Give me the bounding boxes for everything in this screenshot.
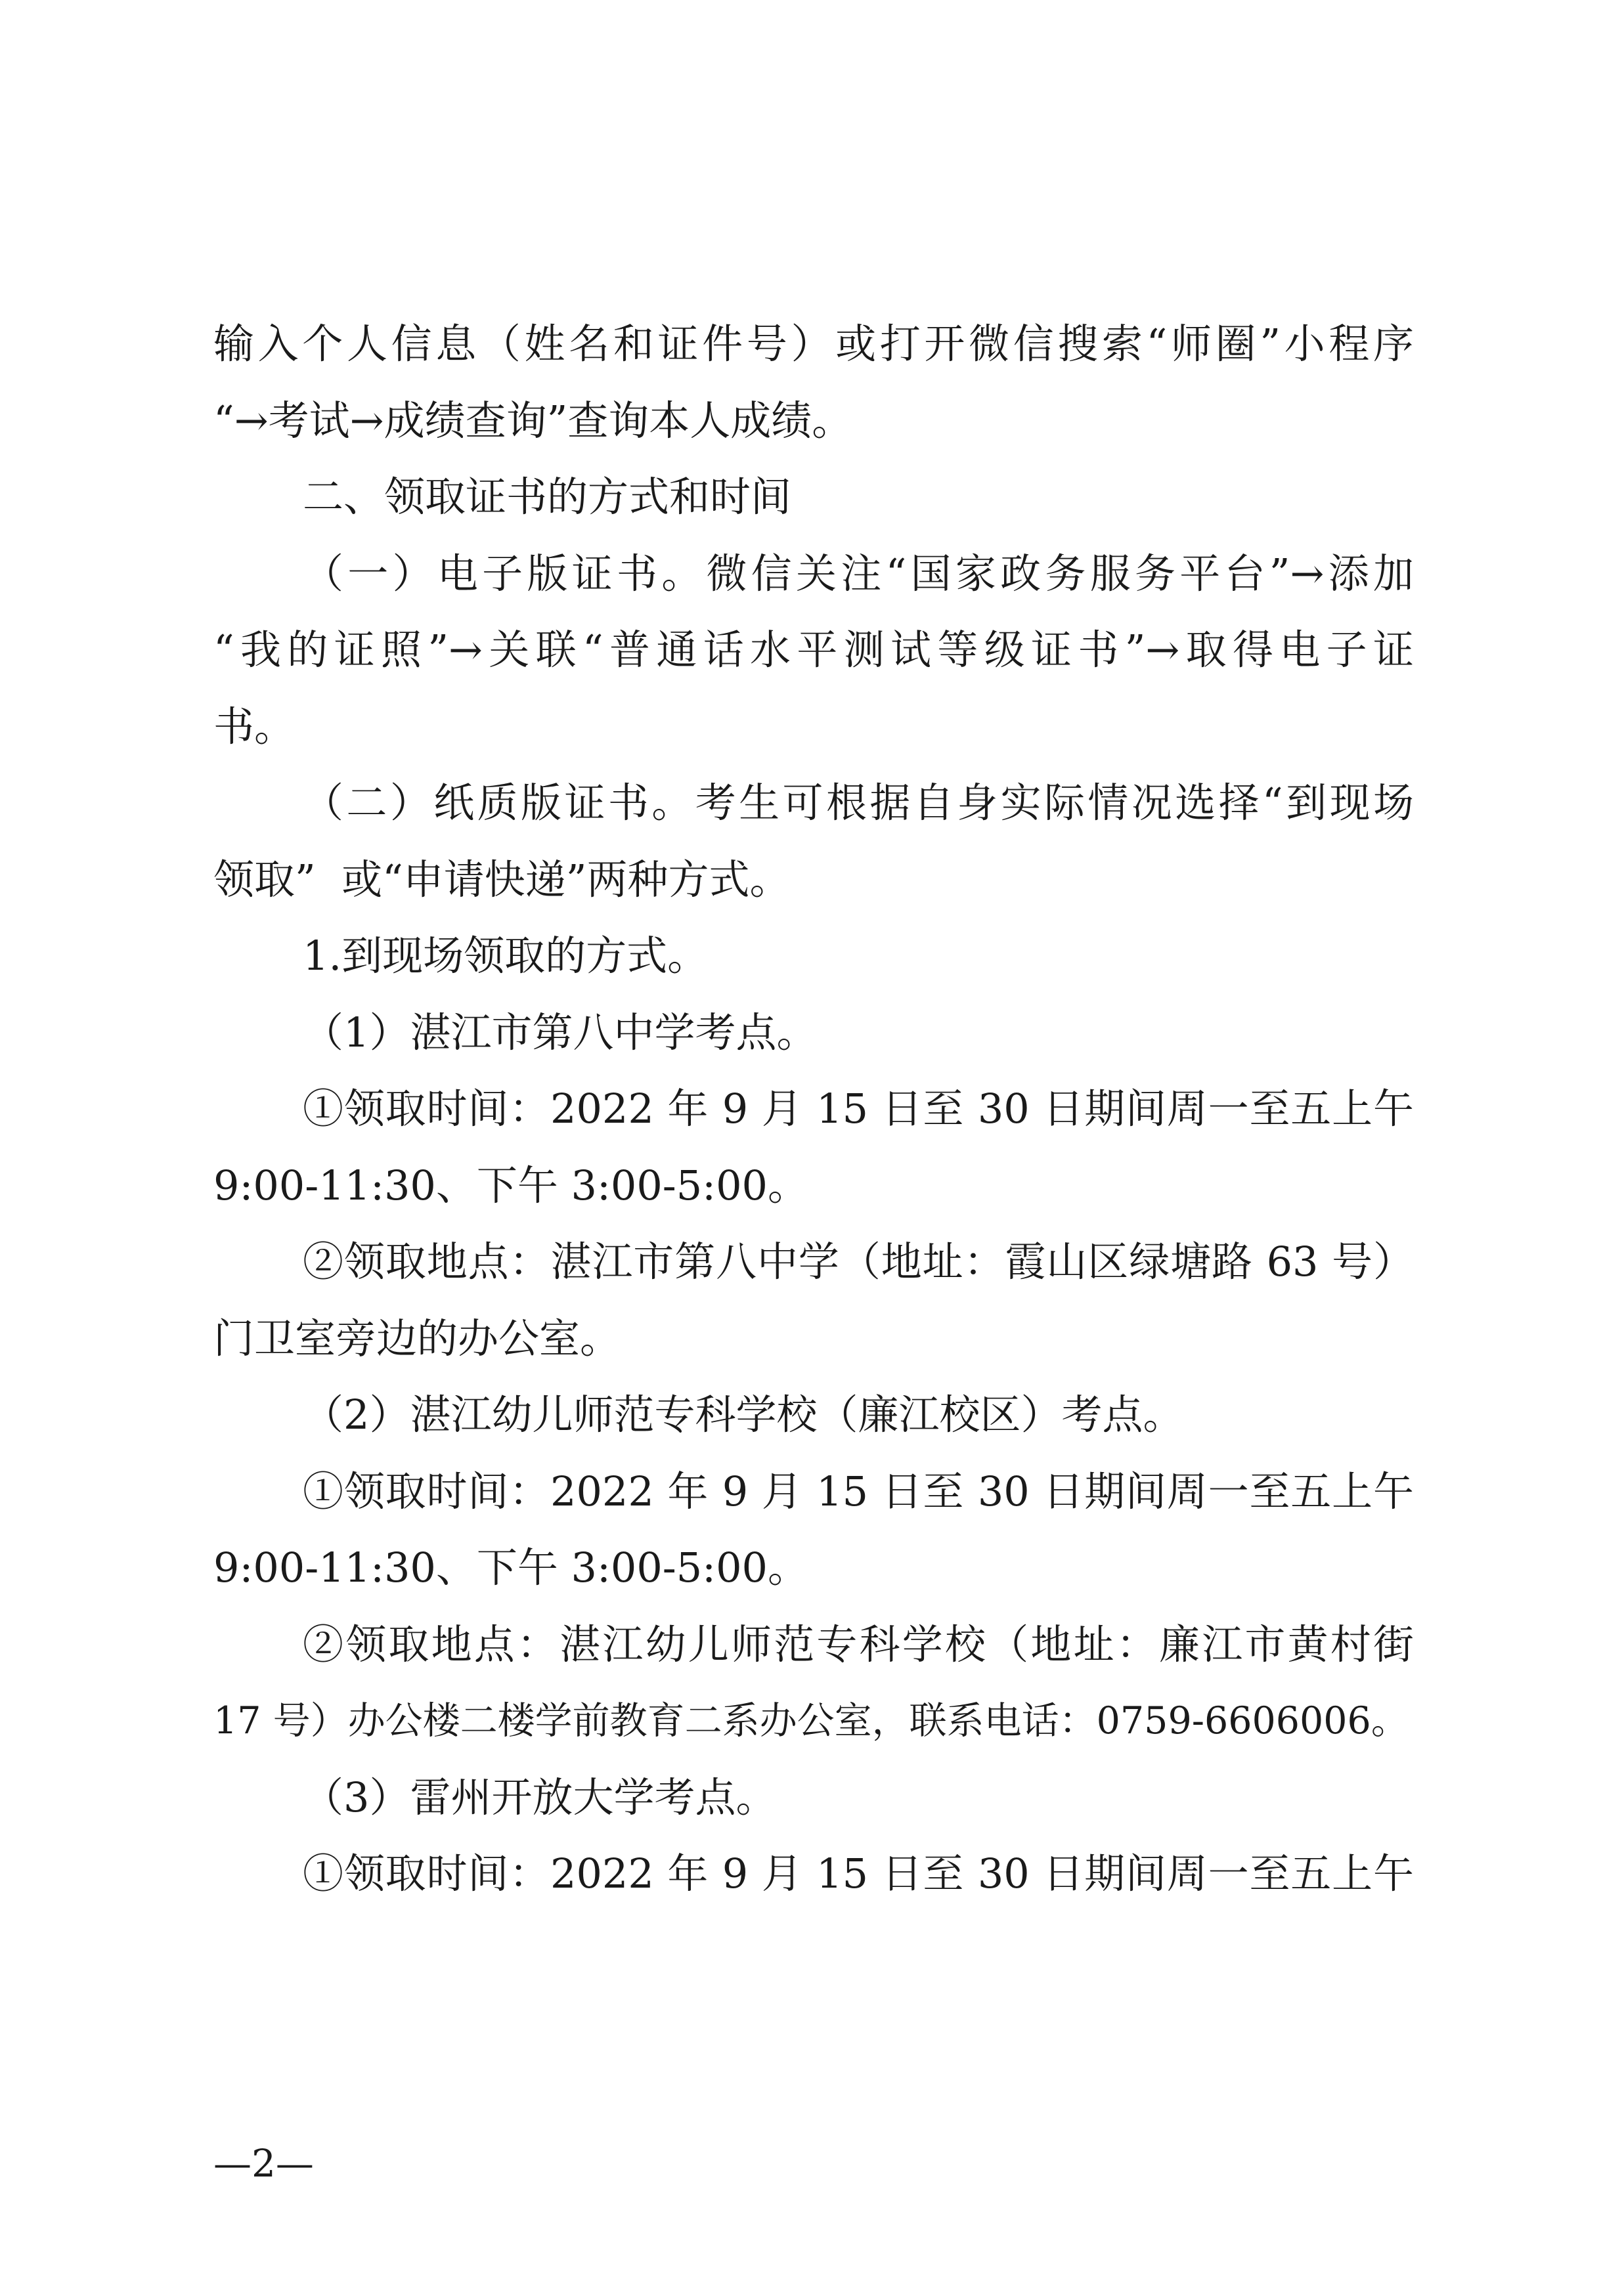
paragraph-line: ②领取地点：湛江幼儿师范专科学校（地址：廉江市黄村街 (303, 1620, 1414, 1668)
paragraph-line: 书。 (213, 702, 296, 750)
document-body (213, 306, 1414, 1913)
paragraph-line: 17 号）办公楼二楼学前教育二系办公室，联系电话：0759-6606006。 (213, 1699, 1409, 1743)
paragraph-line: （一）电子版证书。微信关注“国家政务服务平台”→添加 (303, 549, 1414, 597)
subheading-line: （1）湛江市第八中学考点。 (303, 1008, 818, 1056)
subheading-line: （3）雷州开放大学考点。 (303, 1773, 777, 1821)
paragraph-line: ①领取时间：2022 年 9 月 15 日至 30 日期间周一至五上午 (303, 1850, 1414, 1897)
paragraph-line: “我的证照”→关联“普通话水平测试等级证书”→取得电子证 (213, 626, 1414, 674)
paragraph-line: 9:00-11:30、下午 3:00-5:00。 (213, 1544, 808, 1592)
subheading-line: （2）湛江幼儿师范专科学校（廉江校区）考点。 (303, 1391, 1184, 1439)
paragraph-line: 领取” 或“申请快递”两种方式。 (213, 855, 791, 903)
paragraph-line: （二）纸质版证书。考生可根据自身实际情况选择“到现场 (303, 779, 1414, 827)
page-number: —2— (213, 2141, 314, 2186)
paragraph-line: “→考试→成绩查询”查询本人成绩。 (213, 396, 853, 444)
subheading-line: 1.到现场领取的方式。 (303, 932, 709, 980)
paragraph-line: ①领取时间：2022 年 9 月 15 日至 30 日期间周一至五上午 (303, 1085, 1414, 1133)
paragraph-line: 输入个人信息（姓名和证件号）或打开微信搜索“师圈”小程序 (213, 320, 1414, 368)
paragraph-line: 门卫室旁边的办公室。 (213, 1314, 621, 1362)
paragraph-line: 9:00-11:30、下午 3:00-5:00。 (213, 1161, 808, 1209)
paragraph-line: ②领取地点：湛江市第八中学（地址：霞山区绿塘路 63 号） (303, 1238, 1414, 1286)
paragraph-line: ①领取时间：2022 年 9 月 15 日至 30 日期间周一至五上午 (303, 1467, 1414, 1515)
section-heading: 二、领取证书的方式和时间 (303, 473, 792, 521)
